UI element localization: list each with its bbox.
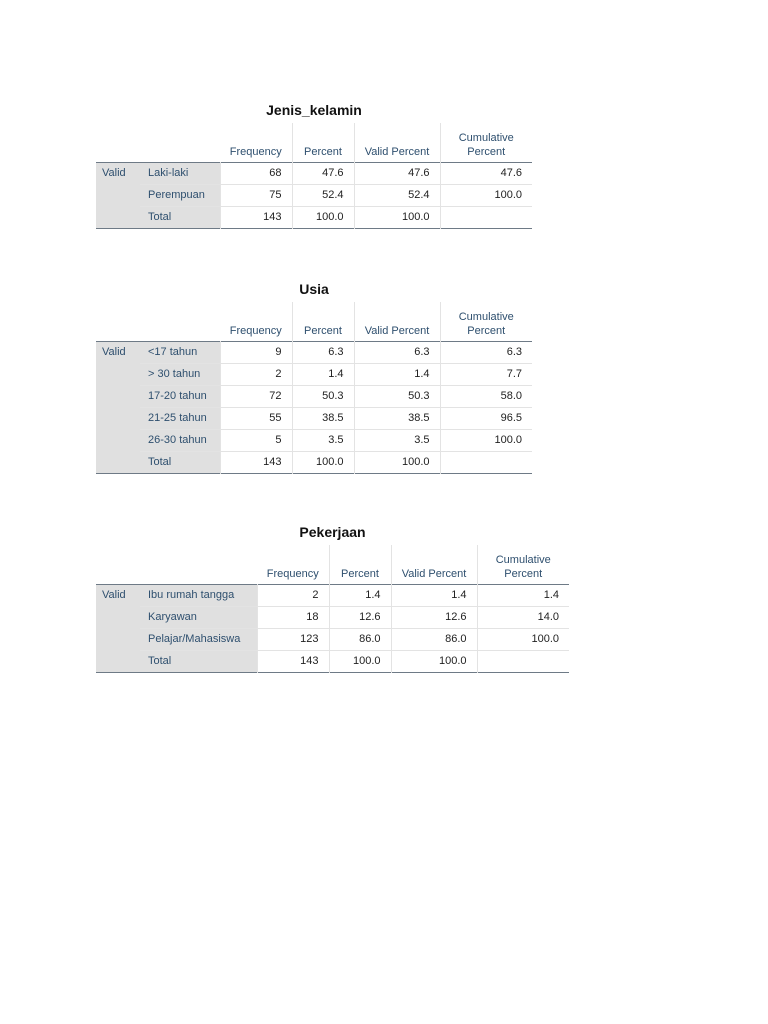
header-empty	[96, 545, 140, 585]
header-empty	[140, 545, 257, 585]
table-title: Jenis_kelamin	[266, 102, 362, 118]
table-row	[96, 651, 569, 673]
valid-percent-cell: 38.5	[354, 408, 440, 430]
header-valid-percent: Valid Percent	[354, 302, 440, 342]
frequency-cell: 72	[220, 386, 292, 408]
percent-cell: 100.0	[292, 452, 354, 474]
table-row	[96, 386, 532, 408]
frequency-cell: 18	[257, 607, 329, 629]
header-empty	[96, 302, 140, 342]
header-percent: Percent	[329, 545, 391, 585]
percent-cell: 1.4	[329, 585, 391, 607]
percent-cell: 47.6	[292, 163, 354, 185]
table-row	[96, 185, 532, 207]
header-valid-percent: Valid Percent	[391, 545, 477, 585]
cumulative-percent-cell: 6.3	[440, 342, 532, 364]
cumulative-percent-cell	[440, 207, 532, 229]
frequency-cell: 2	[257, 585, 329, 607]
row-label: Perempuan	[140, 185, 220, 207]
table-row	[96, 207, 532, 229]
valid-percent-cell: 6.3	[354, 342, 440, 364]
percent-cell: 100.0	[292, 207, 354, 229]
row-label: 21-25 tahun	[140, 408, 220, 430]
header-row	[96, 302, 532, 342]
valid-percent-cell: 3.5	[354, 430, 440, 452]
frequency-cell: 143	[220, 207, 292, 229]
header-cumulative-percent: Cumulative Percent	[440, 123, 532, 163]
valid-percent-cell: 100.0	[391, 651, 477, 673]
cumulative-percent-cell: 7.7	[440, 364, 532, 386]
table-title: Usia	[299, 281, 329, 297]
valid-percent-cell: 86.0	[391, 629, 477, 651]
row-label: > 30 tahun	[140, 364, 220, 386]
frequency-cell: 143	[220, 452, 292, 474]
frequency-table-usia	[96, 280, 532, 474]
frequency-table	[96, 123, 532, 229]
frequency-table-jenis-kelamin	[96, 101, 532, 229]
table-row	[96, 629, 569, 651]
header-percent: Percent	[292, 302, 354, 342]
table-row	[96, 342, 532, 364]
frequency-cell: 68	[220, 163, 292, 185]
frequency-table-pekerjaan	[96, 523, 569, 673]
row-label: Laki-laki	[140, 163, 220, 185]
header-percent: Percent	[292, 123, 354, 163]
percent-cell: 86.0	[329, 629, 391, 651]
row-label: <17 tahun	[140, 342, 220, 364]
cumulative-percent-cell: 58.0	[440, 386, 532, 408]
row-label: Total	[140, 452, 220, 474]
percent-cell: 100.0	[329, 651, 391, 673]
valid-percent-cell: 1.4	[354, 364, 440, 386]
table-row	[96, 607, 569, 629]
table-row	[96, 408, 532, 430]
table-row	[96, 430, 532, 452]
row-label: Karyawan	[140, 607, 257, 629]
row-label: 17-20 tahun	[140, 386, 220, 408]
frequency-cell: 5	[220, 430, 292, 452]
valid-percent-cell: 52.4	[354, 185, 440, 207]
frequency-table	[96, 302, 532, 474]
percent-cell: 12.6	[329, 607, 391, 629]
valid-percent-cell: 12.6	[391, 607, 477, 629]
percent-cell: 52.4	[292, 185, 354, 207]
percent-cell: 38.5	[292, 408, 354, 430]
row-label: 26-30 tahun	[140, 430, 220, 452]
frequency-cell: 123	[257, 629, 329, 651]
header-frequency: Frequency	[229, 325, 282, 337]
valid-percent-cell: 50.3	[354, 386, 440, 408]
header-frequency: Frequency	[229, 146, 282, 158]
cumulative-percent-cell: 100.0	[440, 430, 532, 452]
header-empty	[140, 302, 220, 342]
header-row	[96, 545, 569, 585]
row-label: Total	[140, 207, 220, 229]
table-row	[96, 364, 532, 386]
frequency-cell: 2	[220, 364, 292, 386]
row-label: Ibu rumah tangga	[140, 585, 257, 607]
valid-percent-cell: 47.6	[354, 163, 440, 185]
valid-label: Valid	[96, 163, 140, 229]
valid-label: Valid	[96, 342, 140, 474]
header-cumulative-percent: Cumulative Percent	[477, 545, 569, 585]
valid-percent-cell: 1.4	[391, 585, 477, 607]
frequency-cell: 9	[220, 342, 292, 364]
header-empty	[140, 123, 220, 163]
table-row	[96, 452, 532, 474]
cumulative-percent-cell: 100.0	[440, 185, 532, 207]
header-row	[96, 123, 532, 163]
row-label: Pelajar/Mahasiswa	[140, 629, 257, 651]
percent-cell: 6.3	[292, 342, 354, 364]
frequency-cell: 143	[257, 651, 329, 673]
row-label: Total	[140, 651, 257, 673]
header-empty	[96, 123, 140, 163]
frequency-table	[96, 545, 569, 673]
percent-cell: 3.5	[292, 430, 354, 452]
frequency-cell: 55	[220, 408, 292, 430]
table-row	[96, 163, 532, 185]
cumulative-percent-cell: 1.4	[477, 585, 569, 607]
table-row	[96, 585, 569, 607]
valid-label: Valid	[96, 585, 140, 673]
percent-cell: 50.3	[292, 386, 354, 408]
header-frequency: Frequency	[266, 568, 319, 580]
valid-percent-cell: 100.0	[354, 207, 440, 229]
cumulative-percent-cell: 96.5	[440, 408, 532, 430]
cumulative-percent-cell: 47.6	[440, 163, 532, 185]
table-title: Pekerjaan	[299, 524, 366, 540]
header-cumulative-percent: Cumulative Percent	[440, 302, 532, 342]
cumulative-percent-cell: 14.0	[477, 607, 569, 629]
valid-percent-cell: 100.0	[354, 452, 440, 474]
percent-cell: 1.4	[292, 364, 354, 386]
cumulative-percent-cell: 100.0	[477, 629, 569, 651]
cumulative-percent-cell	[477, 651, 569, 673]
header-valid-percent: Valid Percent	[354, 123, 440, 163]
cumulative-percent-cell	[440, 452, 532, 474]
frequency-cell: 75	[220, 185, 292, 207]
